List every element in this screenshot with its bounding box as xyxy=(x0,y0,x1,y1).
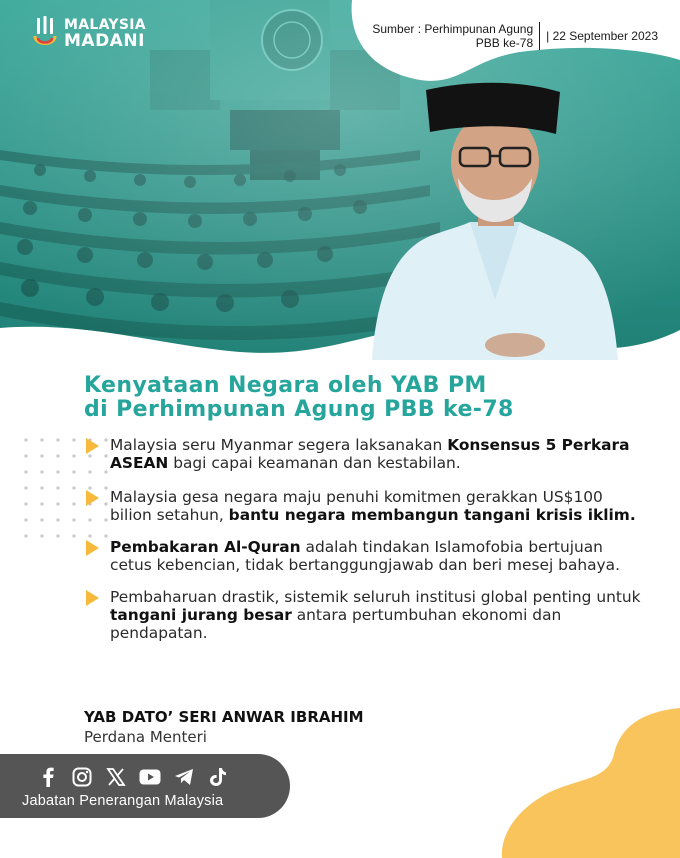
statement-4-text-end: antara pertumbuhan ekonomi dan pendapatan. xyxy=(110,606,562,642)
tiktok-icon[interactable] xyxy=(206,766,230,788)
statement-item-4 xyxy=(84,588,644,642)
statement-item-1 xyxy=(84,436,644,472)
statement-item-3 xyxy=(84,538,644,574)
logo-line-2: MADANI xyxy=(64,31,145,51)
speaker-role: Perdana Menteri xyxy=(84,728,207,746)
statement-item-2 xyxy=(84,488,644,524)
statement-3-highlight: Pembakaran Al-Quran xyxy=(110,538,301,556)
title-line-1: Kenyataan Negara oleh YAB PM xyxy=(84,373,487,398)
department-name: Jabatan Penerangan Malaysia xyxy=(22,793,224,809)
social-media-bar xyxy=(0,754,290,818)
hero-photo xyxy=(0,0,680,370)
statement-4-text: Pembaharuan drastik, sistemik seluruh institusi global penting untuk xyxy=(110,588,641,606)
statement-4-highlight: tangani jurang besar xyxy=(110,606,292,624)
social-icons xyxy=(36,766,230,788)
malaysia-madani-logo xyxy=(32,16,146,50)
telegram-icon[interactable] xyxy=(172,766,196,788)
speaker-name: YAB DATO’ SERI ANWAR IBRAHIM xyxy=(84,708,364,726)
statement-1-highlight: Konsensus 5 Perkara ASEAN xyxy=(110,436,630,472)
youtube-icon[interactable] xyxy=(138,766,162,788)
statement-3-text: adalah tindakan Islamofobia bertujuan cetus kebencian, tidak bertanggungjawab dan beri mesej bahaya. xyxy=(110,538,620,574)
statement-2-highlight: bantu negara membangun tangani krisis iklim. xyxy=(228,506,636,524)
logo-line-1: MALAYSIA xyxy=(64,17,146,33)
signature-block xyxy=(84,707,364,747)
source-label-line-1: Sumber : Perhimpunan Agung xyxy=(372,22,534,36)
play-arrow-icon xyxy=(86,540,99,556)
title-line-2: di Perhimpunan Agung PBB ke-78 xyxy=(84,397,514,422)
madani-emblem-icon xyxy=(32,16,58,50)
x-icon[interactable] xyxy=(104,766,128,788)
play-arrow-icon xyxy=(86,490,99,506)
source-date: | 22 September 2023 xyxy=(546,29,658,43)
statement-2-text: Malaysia gesa negara maju penuhi komitmen gerakkan US$100 bilion setahun, xyxy=(110,488,603,524)
statement-1-text: Malaysia seru Myanmar segera laksanakan xyxy=(110,436,448,454)
statement-list xyxy=(84,436,644,642)
facebook-icon[interactable] xyxy=(36,766,60,788)
source-label xyxy=(372,22,540,50)
source-label-line-2: PBB ke-78 xyxy=(475,36,534,50)
logo-wordmark xyxy=(64,17,146,49)
source-header xyxy=(372,22,658,50)
yellow-blob-decoration xyxy=(490,708,680,858)
page-title xyxy=(84,374,514,422)
instagram-icon[interactable] xyxy=(70,766,94,788)
play-arrow-icon xyxy=(86,438,99,454)
statement-1-text-end: bagi capai keamanan dan kestabilan. xyxy=(168,454,461,472)
play-arrow-icon xyxy=(86,590,99,606)
